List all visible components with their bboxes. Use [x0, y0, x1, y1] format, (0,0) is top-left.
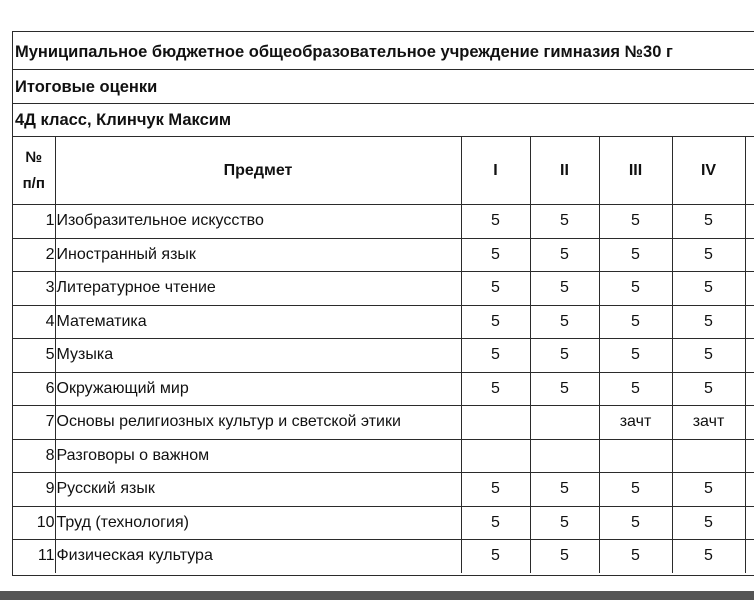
table-row	[13, 540, 754, 573]
grade-quarter-2: 5	[530, 372, 599, 406]
subject-name: Иностранный язык	[55, 238, 461, 272]
subject-name: Физическая культура	[55, 540, 461, 573]
table-row	[13, 439, 754, 473]
grade-quarter-4: 5	[672, 506, 745, 540]
table-row	[13, 339, 754, 373]
subject-name: Литературное чтение	[55, 272, 461, 306]
grade-quarter-3: 5	[599, 305, 672, 339]
grade-quarter-3: зачт	[599, 406, 672, 440]
grade-quarter-2: 5	[530, 205, 599, 239]
table-row	[13, 205, 754, 239]
grade-quarter-2: 5	[530, 473, 599, 507]
row-number: 5	[13, 339, 55, 373]
row-number: 8	[13, 439, 55, 473]
grade-quarter-3: 5	[599, 272, 672, 306]
grade-quarter-3: 5	[599, 339, 672, 373]
grades-sheet	[12, 31, 754, 576]
subject-name: Математика	[55, 305, 461, 339]
grade-quarter-4: 5	[672, 238, 745, 272]
grade-quarter-2: 5	[530, 305, 599, 339]
grade-quarter-4: 5	[672, 272, 745, 306]
grade-quarter-3: 5	[599, 540, 672, 573]
subject-name: Музыка	[55, 339, 461, 373]
row-number: 3	[13, 272, 55, 306]
cut-off-cell	[745, 272, 754, 306]
bottom-bar	[0, 591, 754, 600]
grade-quarter-1: 5	[461, 339, 530, 373]
subject-name: Изобразительное искусство	[55, 205, 461, 239]
row-number: 2	[13, 238, 55, 272]
grade-quarter-1: 5	[461, 506, 530, 540]
subject-name: Окружающий мир	[55, 372, 461, 406]
grade-quarter-1	[461, 406, 530, 440]
table-row	[13, 372, 754, 406]
column-header-cut-off	[745, 137, 754, 205]
table-row	[13, 272, 754, 306]
table-header-row	[13, 137, 754, 205]
grade-quarter-4: 5	[672, 473, 745, 507]
section-title: Итоговые оценки	[13, 70, 754, 104]
column-header-number-line1: №	[25, 148, 43, 166]
grade-quarter-1	[461, 439, 530, 473]
grade-quarter-1: 5	[461, 540, 530, 573]
cut-off-cell	[745, 305, 754, 339]
cut-off-cell	[745, 506, 754, 540]
grade-quarter-1: 5	[461, 305, 530, 339]
grade-quarter-4: 5	[672, 540, 745, 573]
class-student-label: 4Д класс, Клинчук Максим	[13, 104, 754, 137]
grade-quarter-2: 5	[530, 339, 599, 373]
cut-off-cell	[745, 473, 754, 507]
subject-name: Труд (технология)	[55, 506, 461, 540]
grade-quarter-4: 5	[672, 372, 745, 406]
grade-quarter-1: 5	[461, 205, 530, 239]
cut-off-cell	[745, 238, 754, 272]
column-header-quarter-4: IV	[672, 137, 745, 205]
grade-quarter-3	[599, 439, 672, 473]
grade-quarter-2: 5	[530, 238, 599, 272]
cut-off-cell	[745, 205, 754, 239]
table-row	[13, 305, 754, 339]
column-header-quarter-1: I	[461, 137, 530, 205]
row-number: 10	[13, 506, 55, 540]
row-number: 6	[13, 372, 55, 406]
cut-off-cell	[745, 439, 754, 473]
grade-quarter-2	[530, 439, 599, 473]
row-number: 1	[13, 205, 55, 239]
row-number: 7	[13, 406, 55, 440]
grade-quarter-2: 5	[530, 506, 599, 540]
grade-quarter-4: 5	[672, 205, 745, 239]
subject-name: Русский язык	[55, 473, 461, 507]
table-row	[13, 506, 754, 540]
column-header-quarter-2: II	[530, 137, 599, 205]
table-row	[13, 406, 754, 440]
grade-quarter-4: 5	[672, 305, 745, 339]
row-number: 9	[13, 473, 55, 507]
grade-quarter-3: 5	[599, 473, 672, 507]
grade-quarter-3: 5	[599, 205, 672, 239]
cut-off-cell	[745, 372, 754, 406]
grade-quarter-3: 5	[599, 372, 672, 406]
table-row	[13, 473, 754, 507]
subject-name: Разговоры о важном	[55, 439, 461, 473]
grade-quarter-2	[530, 406, 599, 440]
column-header-subject: Предмет	[55, 137, 461, 205]
grade-quarter-1: 5	[461, 238, 530, 272]
grade-quarter-1: 5	[461, 372, 530, 406]
grade-quarter-3: 5	[599, 506, 672, 540]
grade-quarter-2: 5	[530, 540, 599, 573]
cut-off-cell	[745, 540, 754, 573]
column-header-quarter-3: III	[599, 137, 672, 205]
grade-quarter-3: 5	[599, 238, 672, 272]
cut-off-cell	[745, 406, 754, 440]
school-title: Муниципальное бюджетное общеобразовательное учреждение гимназия №30 г	[13, 32, 754, 70]
column-header-number-line2: п/п	[22, 174, 45, 192]
grade-quarter-4: зачт	[672, 406, 745, 440]
grade-quarter-1: 5	[461, 473, 530, 507]
grade-quarter-1: 5	[461, 272, 530, 306]
row-number: 11	[13, 540, 55, 573]
cut-off-cell	[745, 339, 754, 373]
grade-quarter-2: 5	[530, 272, 599, 306]
row-number: 4	[13, 305, 55, 339]
subject-name: Основы религиозных культур и светской этики	[55, 406, 461, 440]
grades-table	[13, 137, 754, 573]
grades-table-body	[13, 205, 754, 573]
column-header-number	[13, 137, 55, 205]
grade-quarter-4: 5	[672, 339, 745, 373]
grade-quarter-4	[672, 439, 745, 473]
table-row	[13, 238, 754, 272]
